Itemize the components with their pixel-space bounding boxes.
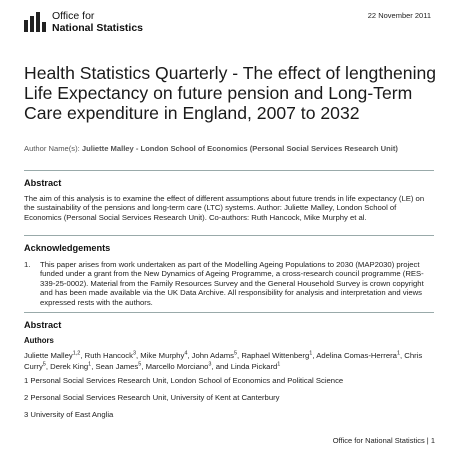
- author-name: Sean James: [95, 362, 139, 371]
- author-affiliation-marker: 5: [42, 361, 46, 368]
- author-value: Juliette Malley - London School of Economics (Personal Social Services Research Unit): [81, 144, 398, 153]
- author-name: John Adams: [191, 351, 234, 360]
- author-affiliation-marker: 4: [184, 350, 188, 357]
- author-name: Raphael Wittenberg: [241, 351, 310, 360]
- affiliation-2: 2 Personal Social Services Research Unit, University of Kent at Canterbury: [24, 393, 280, 402]
- author-list: Juliette Malley$^{1,2}$, Ruth Hancock$^3$, Mike Murphy$^4$, John Adams$^5$, Raphael Wittenberg$^1$, Adelina Comas-Herrera$^1$, Chris Curry$^5$, Derek King$^1$, Sean James$^5$, Marcello Morciano$^3$, and Linda Pickard$^1$: [24, 350, 423, 371]
- publication-date: 22 November 2011: [367, 11, 431, 20]
- logo-line-2: National Statistics: [52, 22, 144, 34]
- author-name: Derek King: [50, 362, 89, 371]
- author-name: Juliette Malley: [24, 351, 73, 360]
- divider: [24, 170, 434, 171]
- author-affiliation-marker: 1: [309, 350, 313, 357]
- author-affiliation-marker: 5: [233, 350, 238, 357]
- author-affiliation-marker: 5: [138, 361, 142, 368]
- ons-logo: [24, 10, 143, 34]
- author-affiliation-marker: 1: [396, 350, 400, 357]
- acknowledgements-heading: Acknowledgements: [24, 243, 111, 253]
- abstract-2-heading: Abstract: [24, 320, 62, 330]
- author-names: [24, 144, 434, 154]
- divider: [24, 312, 434, 313]
- affiliation-1: 1 Personal Social Services Research Unit, London School of Economics and Political Science: [24, 376, 344, 385]
- acknowledgement-number: 1.: [24, 260, 31, 269]
- author-affiliation-marker: 1: [277, 361, 281, 368]
- author-name: Chris Curry: [24, 351, 423, 371]
- author-name: Mike Murphy: [140, 351, 185, 360]
- author-name: Linda Pickard: [230, 362, 278, 371]
- abstract-text: The aim of this analysis is to examine the effect of different assumptions about future trends in life expectancy (LE) on the sustainability of the pensions and long-term care (LTC) systems. Author: Juliette Malley, London School of Economics (Personal Social Services Research Unit). Co-authors: Ruth Hancock, Mike Murphy et al.: [24, 194, 425, 222]
- acknowledgement-text: This paper arises from work undertaken as part of the Modelling Ageing Populations to 2030 (MAP2030) project funded under a grant from the New Dynamics of Ageing Programme, a cross-research council programme (RES-339-25-0002). Material from the Family Resources Survey and the General Household Survey is crown copyright and has been made available via the UK Data Archive. All responsibility for analysis and interpretation and views expressed rests with the authors.: [40, 260, 424, 307]
- ons-logo-mark-icon: [24, 12, 46, 32]
- abstract-heading: Abstract: [24, 178, 62, 188]
- author-label: Author Name(s):: [24, 144, 80, 153]
- authors-subheading: Authors: [24, 336, 54, 345]
- logo-line-1: Office for: [52, 10, 95, 22]
- author-affiliation-marker: 3: [208, 361, 212, 368]
- author-affiliation-marker: 1: [88, 361, 92, 368]
- author-name: Adelina Comas-Herrera: [316, 351, 397, 360]
- divider: [24, 235, 434, 236]
- page-footer: Office for National Statistics | 1: [332, 436, 435, 445]
- author-affiliation-marker: 1,2: [72, 350, 81, 357]
- page-title: Health Statistics Quarterly - The effect of lengthening Life Expectancy on future pension and Long-Term Care expenditure in England, 2007 to 2032: [24, 63, 437, 123]
- author-affiliation-marker: 3: [132, 350, 137, 357]
- author-name: Ruth Hancock: [84, 351, 133, 360]
- author-name: Marcello Morciano: [145, 362, 209, 371]
- affiliation-3: 3 University of East Anglia: [24, 410, 114, 419]
